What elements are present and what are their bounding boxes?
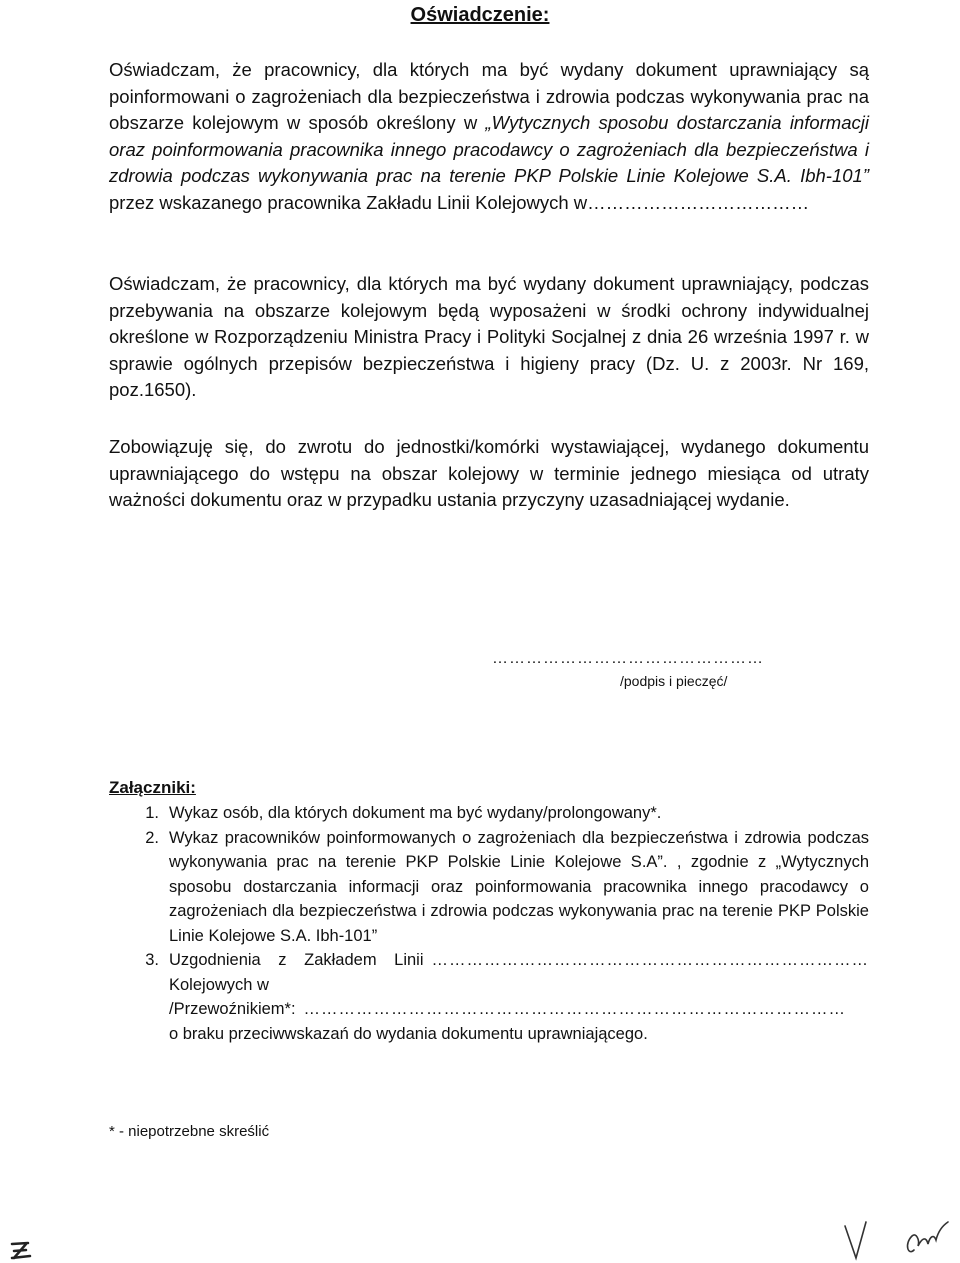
- initials-signature-right: [845, 1222, 948, 1258]
- declaration-paragraph-2: Oświadczam, że pracownicy, dla których ma być wydany dokument uprawniający, podczas przebywania na obszarze kolejowym będą wyposażeni w środki ochrony indywidualnej określone w Rozporządzeniu Ministra Pracy i Polityki Socjalnej z dnia 26 września 1997 r. w sprawie ogólnych przepisów bezpieczeństwa i higieny pracy (Dz. U. z 2003r. Nr 169, poz.1650).: [109, 273, 869, 400]
- attachment-number: 1.: [145, 804, 159, 822]
- document-title: Oświadczenie:: [410, 4, 550, 26]
- signature-line: …………………………………………: [492, 650, 764, 667]
- attachment-number: 3.: [145, 951, 159, 969]
- attachment-item-2: [109, 826, 869, 949]
- guidelines-reference: „Wytycznych sposobu dostarczania informacji oraz poinformowania pracownika innego pracodawcy o zagrożeniach dla bezpieczeństwa i zdrowia podczas wykonywania prac na terenie PKP Polskie Linie Kolejowe S.A. Ibh-101”: [109, 112, 869, 186]
- signature-label: /podpis i pieczęć/: [620, 673, 728, 689]
- attachment-item-3: [109, 948, 869, 1046]
- footnote: * - niepotrzebne skreślić: [109, 1123, 270, 1140]
- no-contraindications-text: o braku przeciwwskazań do wydania dokumentu uprawniającego.: [169, 1024, 648, 1043]
- carrier-label: /Przewoźnikiem*:: [169, 1000, 296, 1018]
- attachments-title: Załączniki:: [109, 778, 196, 797]
- paragraph-1-text-start: Oświadczam, że pracownicy, dla których ma być wydany dokument uprawniający są poinformowani o zagrożeniach dla bezpieczeństwa i zdrowia podczas wykonywania prac na obszarze kolejowym w sposób określony w: [109, 59, 869, 133]
- declaration-paragraph-1: [109, 57, 869, 216]
- obligation-paragraph: Zobowiązuję się, do zwrotu do jednostki/komórki wystawiającej, wydanego dokumentu uprawniającego do wstępu na obszar kolejowy w terminie jednego miesiąca od utraty ważności dokumentu oraz w przypadku ustania przyczyny uzasadniającej wydanie.: [109, 436, 869, 510]
- attachment-number: 2.: [145, 828, 159, 847]
- attachment-text: Wykaz pracowników poinformowanych o zagrożeniach dla bezpieczeństwa i zdrowia podczas wykonywania prac na terenie PKP Polskie Linie Kolejowe S.A”. , zgodnie z „Wytycznych sposobu dostarczania informacji oraz poinformowania pracownika innego pracodawcy o zagrożeniach dla bezpieczeństwa i zdrowia podczas wykonywania prac na terenie PKP Polskie Linie Kolejowe S.A. Ibh-101”: [169, 828, 869, 945]
- carrier-fill-line: …………………………………………………………………………………: [303, 1000, 847, 1018]
- paragraph-1-text-end: przez wskazanego pracownika Zakładu Linii Kolejowych w………………………………: [109, 191, 810, 213]
- attachment-text: Wykaz osób, dla których dokument ma być wydany/prolongowany*.: [169, 804, 662, 822]
- attachment-item-1: [109, 801, 869, 826]
- attachments-list: [109, 801, 869, 1046]
- agreement-fill-line: …………………………………………………………………: [431, 951, 869, 969]
- initial-mark-left: [12, 1243, 30, 1258]
- agreement-label: Uzgodnienia z Zakładem Linii Kolejowych w: [169, 951, 424, 994]
